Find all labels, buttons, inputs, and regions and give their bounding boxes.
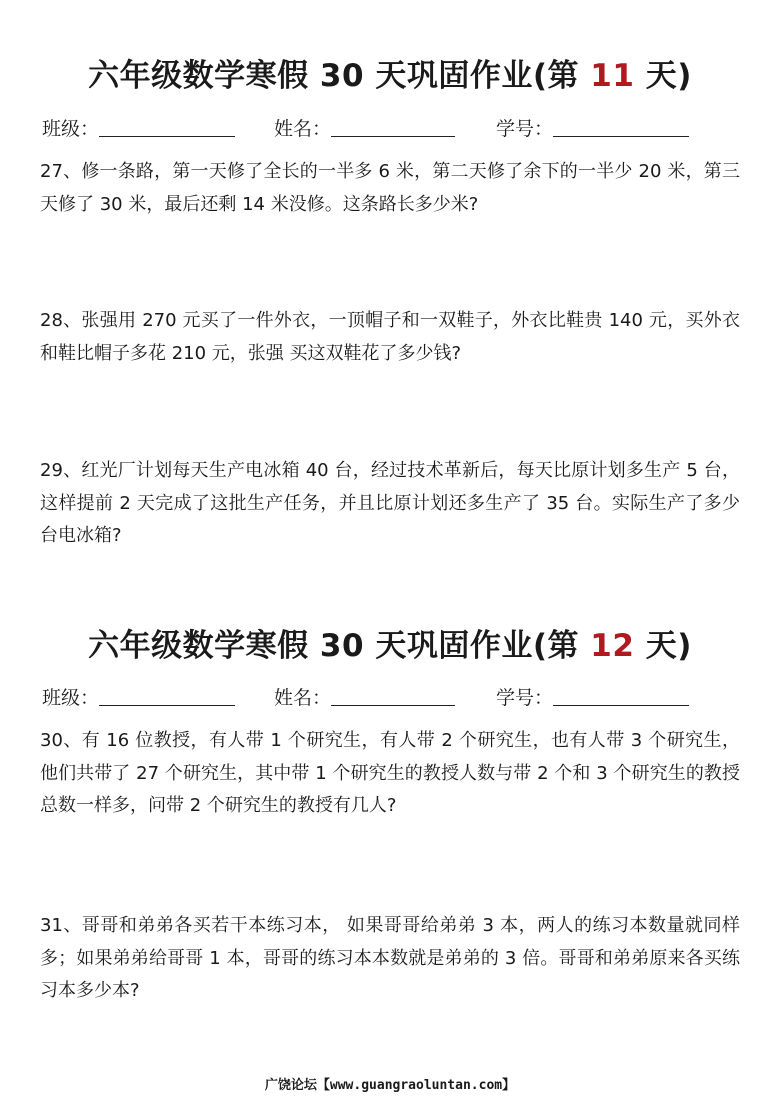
name-field	[274, 683, 455, 713]
class-label: 班级：	[42, 118, 100, 140]
name-blank-line[interactable]	[331, 687, 455, 706]
student-id-blank-line[interactable]	[553, 687, 689, 706]
student-id-field	[496, 683, 689, 713]
question-27: 27、修一条路，第一天修了全长的一半多 6 米，第二天修了余下的一半少 20 米，第三天修了 30 米，最后还剩 14 米没修。这条路长多少米?	[40, 161, 740, 215]
student-id-label: 学号：	[496, 118, 554, 140]
footer-url[interactable]: 【www.guangraoluntan.com】	[316, 1078, 516, 1093]
question-31: 31、哥哥和弟弟各买若干本练习本， 如果哥哥给弟弟 3 本，两人的练习本数量就同样多；如果弟弟给哥哥 1 本，哥哥的练习本本数就是弟弟的 3 倍。哥哥和弟弟原来各买练习本多少本?	[40, 915, 740, 1001]
question-30: 30、有 16 位教授，有人带 1 个研究生，有人带 2 个研究生，也有人带 3 个研究生，他们共带了 27 个研究生，其中带 1 个研究生的教授人数与带 2 个和 3 个研究生的教授总数一样多，问带 2 个研究生的教授有几人?	[40, 730, 740, 816]
student-id-field	[496, 114, 689, 144]
class-blank-line[interactable]	[99, 687, 235, 706]
name-blank-line[interactable]	[331, 118, 455, 137]
page-title-day-11	[0, 56, 780, 96]
student-id-label: 学号：	[496, 687, 554, 709]
title-day-number: 12	[590, 628, 635, 664]
student-info-row-day-12	[42, 683, 742, 713]
title-prefix: 六年级数学寒假 30 天巩固作业(第	[88, 628, 591, 664]
name-label: 姓名：	[274, 118, 332, 140]
class-label: 班级：	[42, 687, 100, 709]
page-footer	[0, 1074, 780, 1093]
title-suffix: 天)	[634, 628, 692, 664]
question-29: 29、红光厂计划每天生产电冰箱 40 台，经过技术革新后，每天比原计划多生产 5 台，这样提前 2 天完成了这批生产任务，并且比原计划还多生产了 35 台。实际生产了多少台电冰箱?	[40, 460, 740, 546]
page-title-day-12	[0, 626, 780, 666]
student-id-blank-line[interactable]	[553, 118, 689, 137]
title-suffix: 天)	[634, 58, 692, 94]
name-field	[274, 114, 455, 144]
footer-site-name: 广饶论坛	[264, 1078, 317, 1093]
class-blank-line[interactable]	[99, 118, 235, 137]
title-day-number: 11	[590, 58, 635, 94]
class-field	[42, 114, 235, 144]
question-28: 28、张强用 270 元买了一件外衣，一顶帽子和一双鞋子，外衣比鞋贵 140 元，买外衣和鞋比帽子多花 210 元，张强 买这双鞋花了多少钱?	[40, 310, 740, 364]
class-field	[42, 683, 235, 713]
student-info-row-day-11	[42, 114, 742, 144]
name-label: 姓名：	[274, 687, 332, 709]
title-prefix: 六年级数学寒假 30 天巩固作业(第	[88, 58, 591, 94]
